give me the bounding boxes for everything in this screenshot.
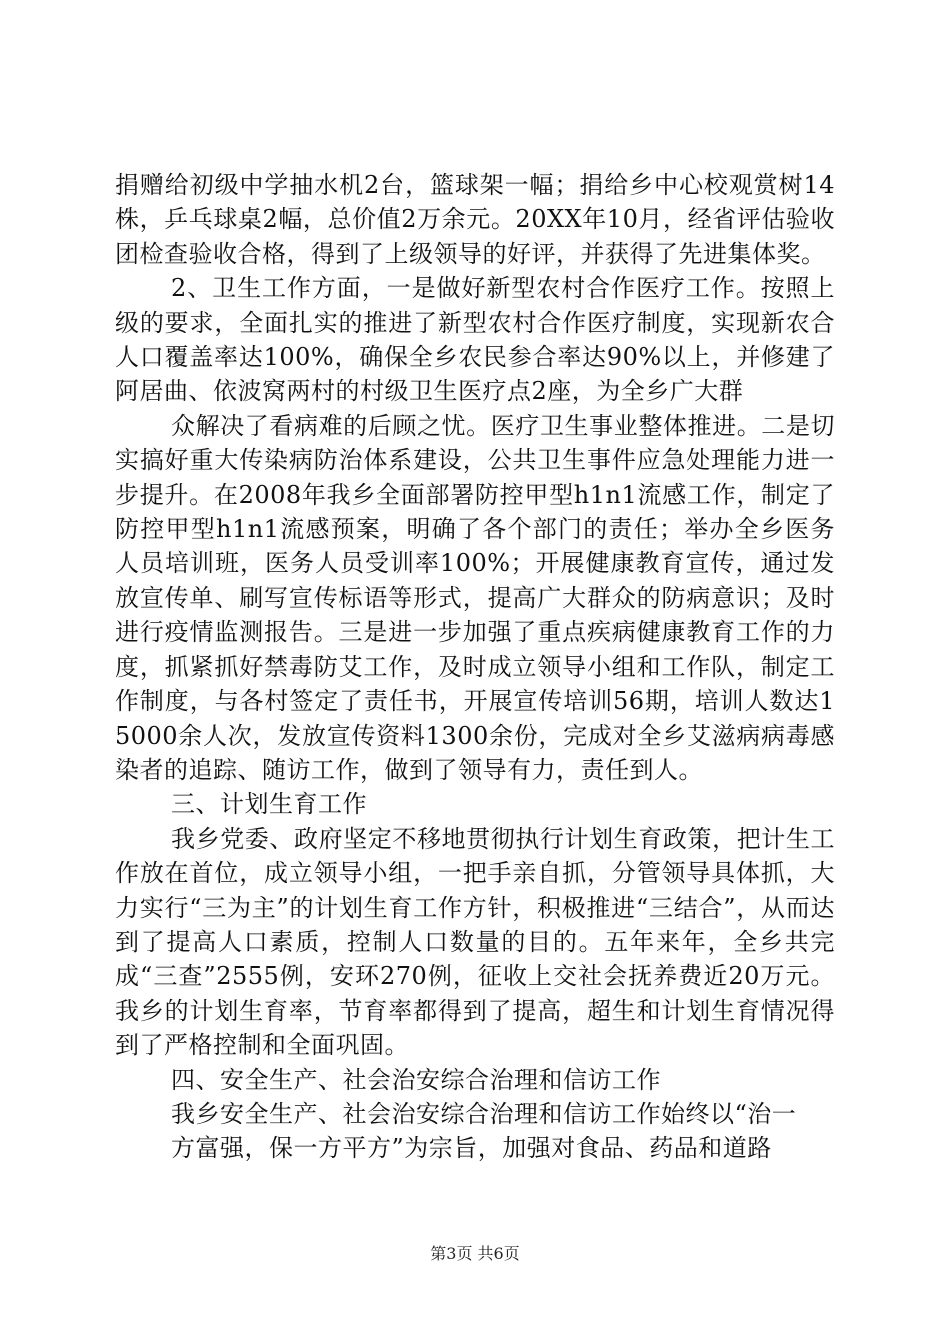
section-heading-family-planning: 三、计划生育工作	[171, 790, 367, 819]
paragraph-6: 方富强，保一方平方”为宗旨，加强对食品、药品和道路	[171, 1134, 772, 1163]
paragraph-1: 捐赠给初级中学抽水机2台，篮球架一幅；捐给乡中心校观赏树14株，乒乓球桌2幅，总价值2万余元。20XX年10月，经省评估验收团检查验收合格，得到了上级领导的好评，并获得了先进集体奖。	[115, 171, 835, 268]
page-footer: 第3页 共6页	[430, 1244, 520, 1263]
paragraph-3: 众解决了看病难的后顾之忧。医疗卫生事业整体推进。二是切实搞好重大传染病防治体系建设，公共卫生事件应急处理能力进一步提升。在2008年我乡全面部署防控甲型h1n1流感工作，制定了防控甲型h1n1流感预案，明确了各个部门的责任；举办全乡医务人员培训班，医务人员受训率100%；开展健康教育宣传，通过发放宣传单、刷写宣传标语等形式，提高广大群众的防病意识；及时进行疫情监测报告。三是进一步加强了重点疾病健康教育工作的力度，抓紧抓好禁毒防艾工作，及时成立领导小组和工作队，制定工作制度，与各村签定了责任书，开展宣传培训56期，培训人数达15000余人次，发放宣传资料1300余份，完成对全乡艾滋病病毒感染者的追踪、随访工作，做到了领导有力，责任到人。	[115, 411, 835, 784]
paragraph-4: 我乡党委、政府坚定不移地贯彻执行计划生育政策，把计生工作放在首位，成立领导小组，一把手亲自抓，分管领导具体抓，大力实行“三为主”的计划生育工作方针，积极推进“三结合”，从而达到了提高人口素质，控制人口数量的目的。五年来年，全乡共完成“三查”2555例，安环270例，征收上交社会抚养费近20万元。我乡的计划生育率，节育率都得到了提高，超生和计划生育情况得到了严格控制和全面巩固。	[115, 824, 835, 1060]
document-body	[115, 168, 835, 1166]
section-heading-safety: 四、安全生产、社会治安综合治理和信访工作	[171, 1065, 661, 1094]
paragraph-5: 我乡安全生产、社会治安综合治理和信访工作始终以“治一	[171, 1099, 797, 1128]
paragraph-2: 2、卫生工作方面，一是做好新型农村合作医疗工作。按照上级的要求，全面扎实的推进了新型农村合作医疗制度，实现新农合人口覆盖率达100%，确保全乡农民参合率达90%以上，并修建了阿居曲、依波窝两村的村级卫生医疗点2座，为全乡广大群	[115, 274, 835, 406]
